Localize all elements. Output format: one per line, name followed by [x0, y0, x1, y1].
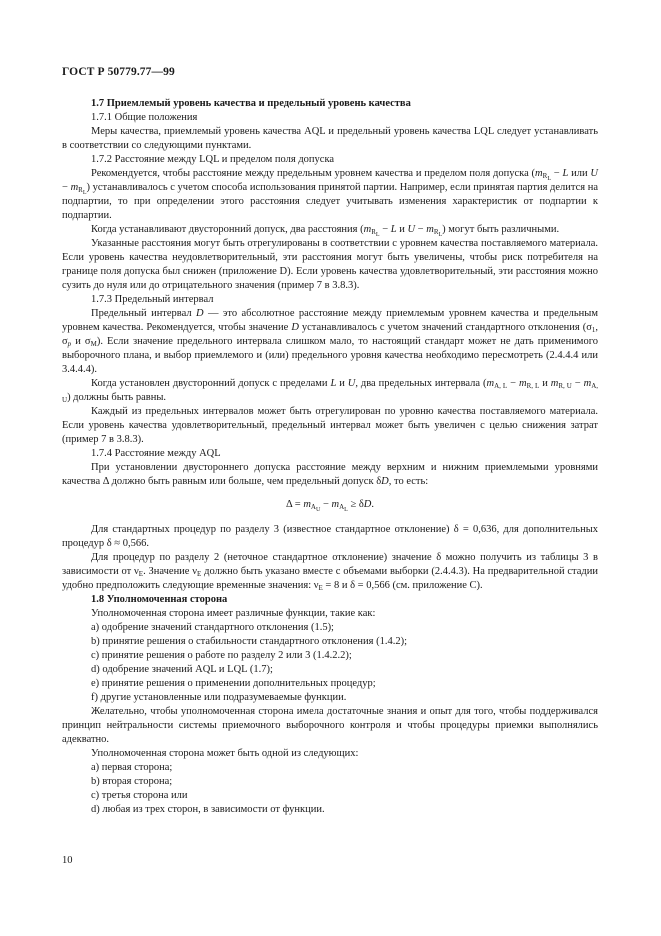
subsection-1-7-2-title: 1.7.2 Расстояние между LQL и пределом поля допуска — [91, 154, 335, 165]
page-number: 10 — [62, 855, 73, 866]
formula-delta: $\Delta = m_{A_U} - m_{A_L} \ge \delta D$. — [285, 499, 375, 513]
paragraph-1-7-3-a: Предельный интервал D — это абсолютное расстояние между приемлемым уровнем качества и предельным уровнем качества. Рекомендуется, чтобы значение D устанавливалось с учетом значений стандартного отклонения ($\sigma_1$, $\sigma_p$ и $\sigma_M$). Если значение предельного интервала слишком мало, то настоящий стандарт может не дать применимого выборочного плана, и выбор приемлемого и (или) предельного уровня качества необходимо пересмотреть (2.4.4.4 или 3.4.4.4). — [62, 308, 599, 375]
paragraph-1-7-4-c: Для процедур по разделу 2 (неточное стандартное отклонение) значение δ можно получить из таблицы 3 в зависимости от $\nu_E$. Значение $\nu_E$ должно быть указано вместе с объемами выборки (2.4.4.3). На предварительной стадии удобно предположить следующие временные значения: $\nu_E = 8$ и δ = 0,566 (см. приложение C). — [62, 552, 599, 592]
paragraph-1-7-3-b: Когда установлен двусторонний допуск с пределами L и U, два предельных интервала ($m_{A, L} - m_{R, L}$ и $m_{R, U} - m_{A, U}$) должны быть равны. — [62, 378, 599, 404]
section-1-8-title: 1.8 Уполномоченная сторона — [91, 594, 228, 605]
paragraph-1-7-4-a: При установлении двустороннего допуска расстояние между верхним и нижним приемлемыми уровнями качества Δ должно быть равным или больше, чем предельный допуск δD, то есть: — [62, 462, 598, 487]
paragraph-1-8-desirable: Желательно, чтобы уполномоченная сторона имела достаточные знания и опыт для того, чтобы поддерживался принцип нейтральности системы приемочного выборочного контроля и чтобы процедуры приемки выполнялись адекватно. — [62, 706, 598, 745]
paragraph-1-7-4-b: Для стандартных процедур по разделу 3 (известное стандартное отклонение) δ = 0,636, для дополнительных процедур δ ≈ 0,566. — [62, 524, 598, 549]
list-item: c) третья сторона или — [91, 790, 188, 801]
paragraph-1-7-2-a: Рекомендуется, чтобы расстояние между предельным уровнем качества и пределом поля допуска ($m_{R_L} - L$ или $U - m_{R_L}$) устанавливалось с учетом способа использования принятой партии. Например, если принятая партия делится на подпартии, то при определении этого расстояния следует учитывать изменения характеристик от подпартии к подпартии. — [62, 168, 599, 221]
paragraph-1-7-3-c: Каждый из предельных интервалов может быть отрегулирован по уровню качества поставляемого материала. Если уровень качества удовлетворительный, предельный интервал может быть увеличен с целью снижения затрат (пример 7 в 3.8.3). — [62, 406, 598, 445]
document-code: ГОСТ Р 50779.77—99 — [62, 66, 175, 78]
list-item: a) одобрение значений стандартного отклонения (1.5); — [91, 622, 334, 633]
list-item: f) другие установленные или подразумеваемые функции. — [91, 692, 347, 703]
paragraph-1-8-can-be: Уполномоченная сторона может быть одной из следующих: — [91, 748, 359, 759]
subsection-1-7-4-title: 1.7.4 Расстояние между AQL — [91, 448, 221, 459]
list-item: d) любая из трех сторон, в зависимости от функции. — [91, 804, 325, 815]
list-item: d) одобрение значений AQL и LQL (1.7); — [91, 664, 273, 675]
subsection-1-7-3-title: 1.7.3 Предельный интервал — [91, 294, 214, 305]
paragraph-1-7-2-b: Когда устанавливают двусторонний допуск, два расстояния ($m_{R_L} - L$ и $U - m_{R_L}$) могут быть различными. — [91, 224, 560, 238]
page-content — [62, 97, 598, 817]
subsection-1-7-1-title: 1.7.1 Общие положения — [91, 112, 198, 123]
list-item: e) принятие решения о применении дополнительных процедур; — [91, 678, 376, 689]
paragraph-1-7-1: Меры качества, приемлемый уровень качества AQL и предельный уровень качества LQL следует устанавливать в соответствии со следующими пунктами. — [62, 126, 598, 151]
paragraph-1-7-2-c: Указанные расстояния могут быть отрегулированы в соответствии с уровнем качества поставляемого материала. Если уровень качества неудовлетворительный, эти расстояния могут быть увеличены, чтобы риск потребителя на границе поля допуска был снижен (приложение D). Если уровень качества удовлетворительный, эти расстояния можно сузить до нуля или до отрицательного значения (пример 7 в 3.8.3). — [62, 238, 598, 291]
section-1-7-title: 1.7 Приемлемый уровень качества и предельный уровень качества — [91, 98, 411, 109]
list-item: b) принятие решения о стабильности стандартного отклонения (1.4.2); — [91, 636, 407, 647]
paragraph-1-8-intro: Уполномоченная сторона имеет различные функции, такие как: — [91, 608, 376, 619]
list-item: b) вторая сторона; — [91, 776, 173, 787]
list-item: c) принятие решения о работе по разделу 2 или 3 (1.4.2.2); — [91, 650, 352, 661]
list-item: a) первая сторона; — [91, 762, 173, 773]
